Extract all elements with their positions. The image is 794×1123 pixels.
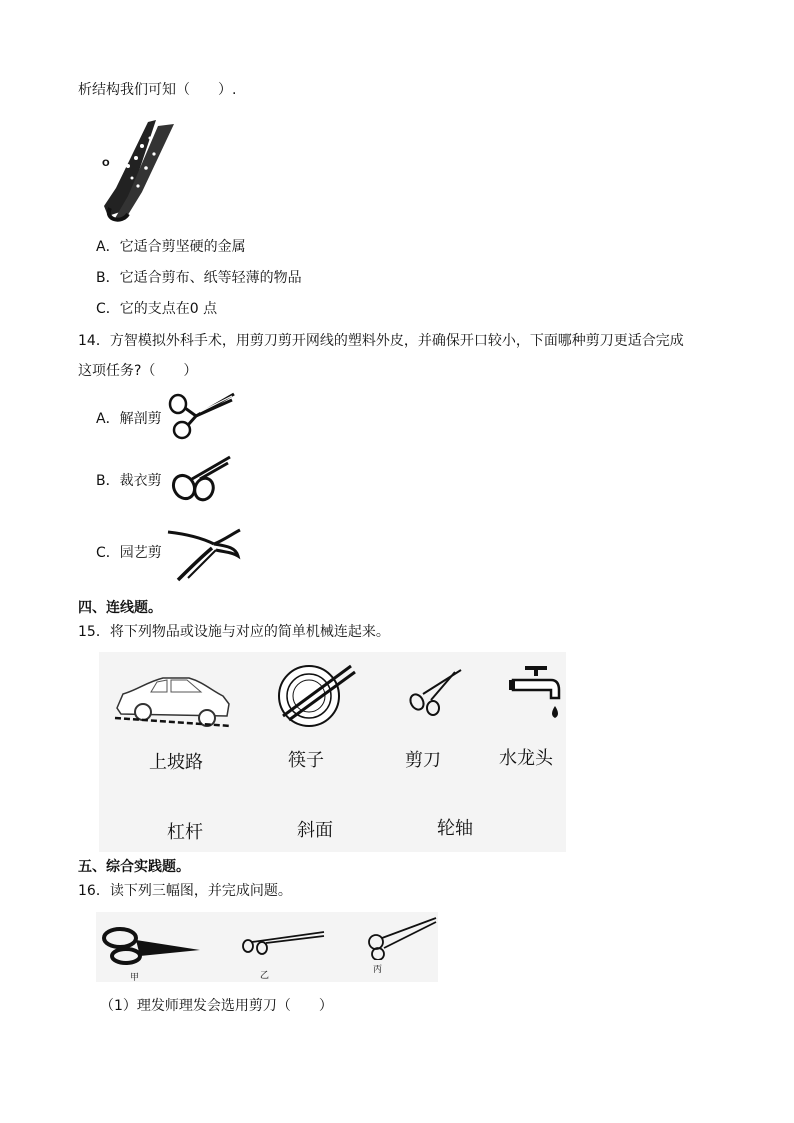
section4-heading: 四、连线题。: [78, 600, 162, 616]
q15-item-scissors: 剪刀: [405, 750, 441, 771]
q15-stem: 15．将下列物品或设施与对应的简单机械连起来。: [78, 624, 390, 640]
q16-stem: 16．读下列三幅图，并完成问题。: [78, 883, 292, 899]
dissecting-scissors-icon: [166, 390, 238, 442]
q14-option-a[interactable]: A．解剖剪: [96, 411, 162, 427]
faucet-icon: [507, 662, 563, 726]
q14-stem-line2: 这项任务?（ ）: [78, 363, 198, 379]
q13-tool-image: [98, 116, 182, 224]
section5-heading: 五、综合实践题。: [78, 859, 190, 875]
q14-option-c[interactable]: C．园艺剪: [96, 545, 162, 561]
scissors-icon: [405, 666, 465, 716]
q13-option-c[interactable]: C．它的支点在0 点: [96, 301, 218, 317]
q15-item-slope: 上坡路: [149, 752, 203, 773]
q16-label-yi: 乙: [260, 971, 270, 981]
q16-sub1: （1）理发师理发会选用剪刀（ ）: [100, 998, 333, 1014]
q15-item-faucet: 水龙头: [499, 748, 553, 769]
scissors-jia-icon: [100, 922, 202, 966]
q16-scissors-figure: [96, 912, 438, 982]
q13-point-label: O: [102, 159, 110, 169]
scissors-yi-icon: [240, 928, 326, 958]
q13-option-a[interactable]: A．它适合剪坚硬的金属: [96, 239, 246, 255]
tailor-scissors-icon: [170, 453, 236, 503]
q13-option-b[interactable]: B．它适合剪布、纸等轻薄的物品: [96, 270, 302, 286]
garden-shears-icon: [166, 526, 242, 584]
q15-machine-wheel-axle: 轮轴: [437, 818, 473, 839]
q15-item-chopsticks: 筷子: [288, 750, 324, 771]
q15-machine-incline: 斜面: [297, 820, 333, 841]
q13-stem-tail: 析结构我们可知（ ）.: [78, 82, 237, 98]
car-on-slope-icon: [113, 668, 233, 730]
q15-machine-lever: 杠杆: [167, 822, 203, 843]
q15-matching-image: [99, 652, 566, 852]
q14-stem-line1: 14．方智模拟外科手术，用剪刀剪开网线的塑料外皮，并确保开口较小，下面哪种剪刀更适合完成: [78, 333, 684, 349]
q14-option-b[interactable]: B．裁衣剪: [96, 473, 162, 489]
scissors-bing-icon: [366, 916, 438, 960]
q16-label-bing: 丙: [373, 965, 383, 975]
chopsticks-icon: [273, 662, 361, 732]
q16-label-jia: 甲: [130, 973, 140, 983]
